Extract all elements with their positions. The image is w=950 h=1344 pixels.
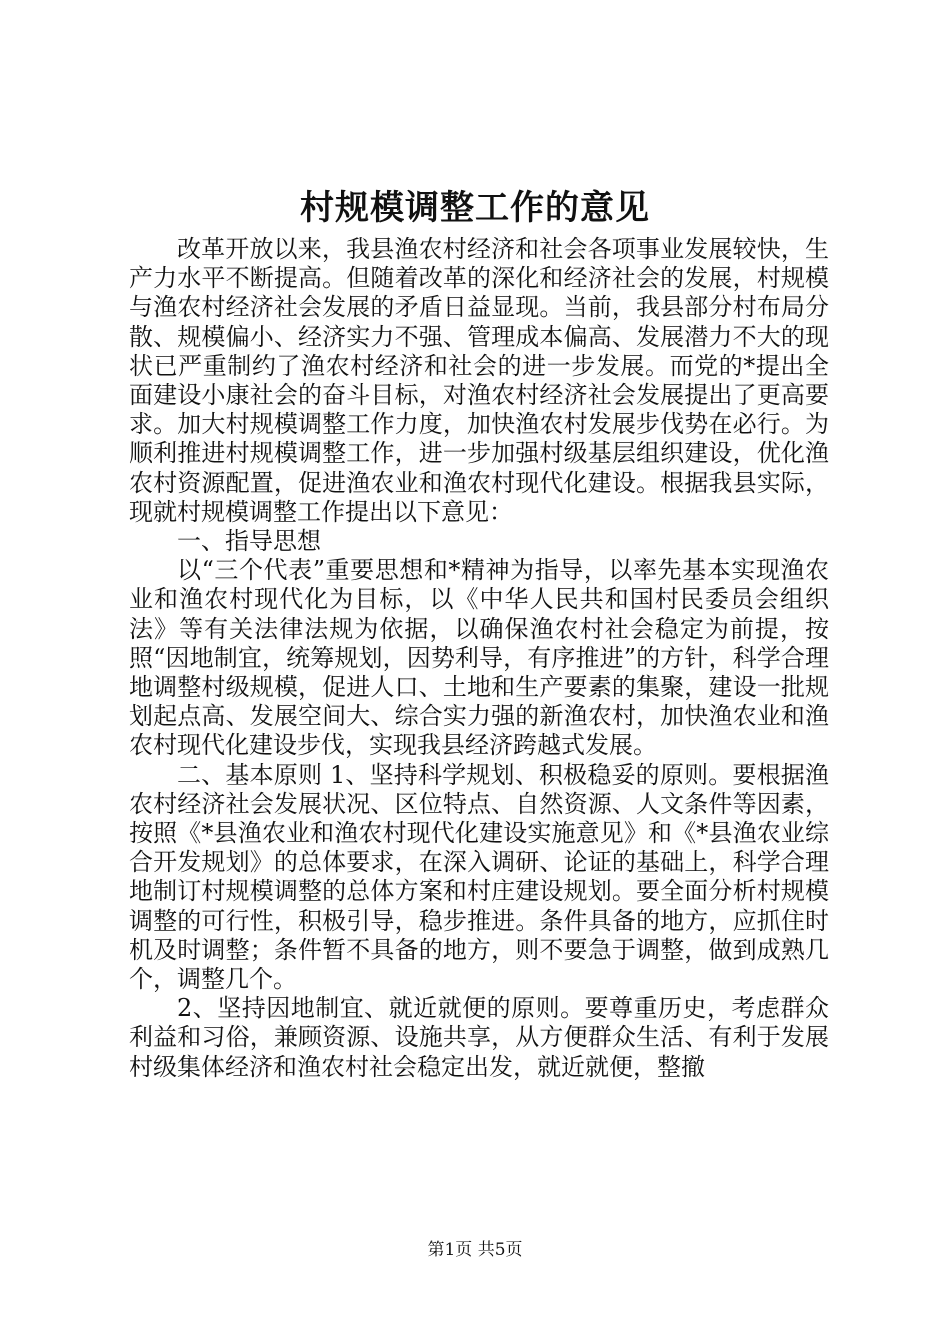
body-paragraph-guiding-thought: 以“三个代表”重要思想和*精神为指导，以率先基本实现渔农业和渔农村现代化为目标，以《中华人民共和国村民委员会组织法》等有关法律法规为依据，以确保渔农村社会稳定为前提，按照“因地制宜，统筹规划，因势利导，有序推进”的方针，科学合理地调整村级规模，促进人口、土地和生产要素的集聚，建设一批规划起点高、发展空间大、综合实力强的新渔农村，加快渔农业和渔农村现代化建设步伐，实现我县经济跨越式发展。 <box>129 556 829 760</box>
body-paragraph-basic-principles: 二、基本原则 1、坚持科学规划、积极稳妥的原则。要根据渔农村经济社会发展状况、区位特点、自然资源、人文条件等因素，按照《*县渔农业和渔农村现代化建设实施意见》和《*县渔农业综合开发规划》的总体要求，在深入调研、论证的基础上，科学合理地制订村规模调整的总体方案和村庄建设规划。要全面分析村规模调整的可行性，积极引导，稳步推进。条件具备的地方，应抓住时机及时调整；条件暂不具备的地方，则不要急于调整，做到成熟几个，调整几个。 <box>129 760 829 994</box>
document-body <box>129 235 829 1082</box>
section-heading-guiding-thought: 一、指导思想 <box>177 527 321 556</box>
body-paragraph-intro: 改革开放以来，我县渔农村经济和社会各项事业发展较快，生产力水平不断提高。但随着改革的深化和经济社会的发展，村规模与渔农村经济社会发展的矛盾日益显现。当前，我县部分村布局分散、规模偏小、经济实力不强、管理成本偏高、发展潜力不大的现状已严重制约了渔农村经济和社会的进一步发展。而党的*提出全面建设小康社会的奋斗目标，对渔农村经济社会发展提出了更高要求。加大村规模调整工作力度，加快渔农村发展步伐势在必行。为顺利推进村规模调整工作，进一步加强村级基层组织建设，优化渔农村资源配置，促进渔农业和渔农村现代化建设。根据我县实际，现就村规模调整工作提出以下意见： <box>129 235 829 526</box>
page-number-footer: 第1页 共5页 <box>427 1240 523 1260</box>
body-paragraph-principle-2: 2、坚持因地制宜、就近就便的原则。要尊重历史，考虑群众利益和习俗，兼顾资源、设施共享，从方便群众生活、有利于发展村级集体经济和渔农村社会稳定出发，就近就便，整撤 <box>129 994 829 1081</box>
document-title: 村规模调整工作的意见 <box>300 188 650 228</box>
